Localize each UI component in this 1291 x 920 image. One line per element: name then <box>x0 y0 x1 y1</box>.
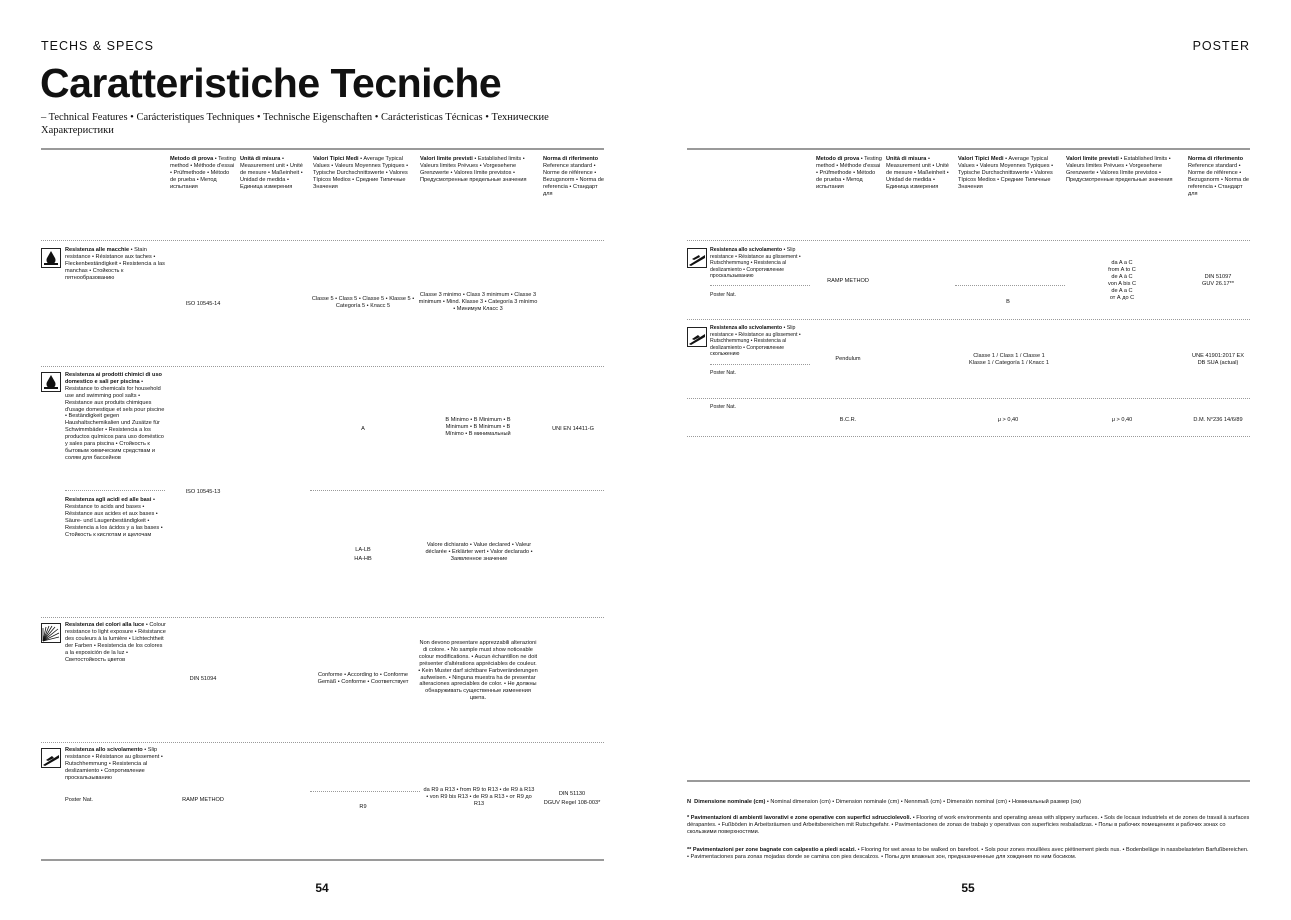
subtitle-line-1: – Technical Features • Carácteristiques Techniques • Technische Eigenschaften • Carácteristicas Técnicas • Технические <box>41 112 549 123</box>
slip-row-label: Resistenza allo scivolamento • Slip resistance • Résistance au glissement • Rutschhemmung • Resistencia al deslizamiento • Сопротивление проскальзыванию <box>65 747 163 781</box>
left-rule-2 <box>41 366 604 367</box>
poster-label: POSTER <box>1192 39 1250 53</box>
col-header-method: Metodo di prova • Testing method • Méthode d'essai • Prüfmethode • Método de prueba • Метод испытания <box>170 156 236 190</box>
light-method: DIN 51094 <box>189 676 217 682</box>
col-header-norm: Norma di riferimento Reference standard • Norme de référence • Bezugsnorm • Norma de referencia • Стандарт для <box>543 156 605 197</box>
r-slip1-rule-b <box>955 285 1065 286</box>
col-header-limits: Valori limite previsti • Established limits • Valeurs limites Prévues • Vorgesehene Grenzwerte • Valores límite previstos • Предусмотренные предельные значения <box>420 156 527 183</box>
left-rule-3 <box>65 490 165 491</box>
chemical-norm: UNI EN 14411-G <box>552 426 594 432</box>
r-slip2-norm-2: DB SUA (actual) <box>1197 360 1239 366</box>
r-slip1-rule-a <box>710 285 810 286</box>
r-slip1-limit-4: von A bis C <box>1108 280 1136 287</box>
stain-row-label: Resistenza alle macchie • Stain resistance • Résistance aux taches • Fleckenbeständigkeit • Resistencia a las manchas • Стойкость к пятнообразованию <box>65 247 165 281</box>
r-bcr-typical: μ > 0,40 <box>997 417 1019 423</box>
r-slip1-norm-2: GUV 26.17** <box>1201 281 1235 287</box>
r-col-header-unit: Unità di misura • Measurement unit • Unité de mesure • Maßeinheit • Unidad de medida • Единица измерения <box>886 156 949 190</box>
chemical-limits: B Minimo • B Minimum • B Minimum • B Minimum • B Mínimo • В минимальный <box>445 417 511 437</box>
r-bcr-sub: Poster Nat. <box>710 404 736 410</box>
r-slip2-sub: Poster Nat. <box>710 370 736 376</box>
slip-norm-1: DIN 51130 <box>558 791 586 797</box>
stain-method: ISO 10545-14 <box>185 301 221 307</box>
light-row-label: Resistenza dei colori alla luce • Colour resistance to light exposure • Résistance des couleurs à la lumière • Lichtechtheit der Farben • Resistencia de los colores a la exposición de la luz • Светостойкость цветов <box>65 622 166 663</box>
slip-limits: da R9 a R13 • from R9 to R13 • de R9 à R13 • von R9 bis R13 • de R9 a R13 • от R9 до R13 <box>423 787 535 807</box>
r-bcr-method: B.C.R. <box>839 417 857 423</box>
r-slip1-limit-2: from A to C <box>1108 266 1136 273</box>
left-table-top-rule <box>41 148 604 150</box>
r-slip1-limit-5: de A a C <box>1111 287 1133 294</box>
r-bcr-limits: μ > 0,40 <box>1111 417 1133 423</box>
page-subtitle <box>41 111 601 137</box>
note-star-1: * Pavimentazioni di ambienti lavorativi e zone operative con superfici sdrucciolevoli. • Flooring of work environments and operating areas with slippery surfaces. • Sols de locaux industriels et de zones de travail à surfaces dérapantes. • Fußböden in Arbeitsräumen und Arbeitsbereichen mit Rutschgefahr. • Pavimentaciones de zonas de trabajo y operativas con superficies resbaladizas. • Полы в рабочих помещениях и рабочих зонах со скользкими поверхностями. <box>687 815 1250 835</box>
left-rule-5 <box>41 742 604 743</box>
right-table-top-rule <box>687 148 1250 150</box>
acid-typical-2: HA-HB <box>354 556 372 562</box>
r-slip1-limit-1: da A a C <box>1111 260 1133 266</box>
r-col-header-limits: Valori limite previsti • Established limits • Valeurs limites Prévues • Vorgesehene Grenzwerte • Valores límite previstos • Предусмотренные предельные значения <box>1066 156 1173 183</box>
acid-typical-1: LA-LB <box>355 547 371 553</box>
r-slip1-norm-1: DIN 51097 <box>1204 274 1232 280</box>
chemical-method: ISO 10545-13 <box>185 489 221 495</box>
slip-typical: R9 <box>359 804 367 810</box>
r-col-header-method: Metodo di prova • Testing method • Méthode d'essai • Prüfmethode • Método de prueba • Метод испытания <box>816 156 882 190</box>
right-rule-1 <box>687 240 1250 241</box>
notes-top-rule <box>687 780 1250 782</box>
r-slip2-row-label: Resistenza allo scivolamento • Slip resistance • Résistance au glissement • Rutschhemmung • Resistencia al deslizamiento • Сопротивление скольжению <box>710 325 801 358</box>
r-slip2-rule-a <box>710 364 810 365</box>
light-limits: Non devono presentare apprezzabili alterazioni di colore. • No sample must show noticeable colour modifications. • Aucun échantillon ne doit présenter d'altérations appréciables de couleur. • Kein Muster darf sichtbare Farbveränderungen aufweisen. • Ninguna muestra ha de presentar alteraciones apreciables de color. • Не должны обнаруживать существенные изменения цвета. <box>418 640 538 702</box>
r-col-header-norm: Norma di riferimento Reference standard • Norme de référence • Bezugsnorm • Norma de referencia • Стандарт для <box>1188 156 1250 197</box>
r-slip1-sub: Poster Nat. <box>710 292 736 298</box>
right-rule-2 <box>687 319 1250 320</box>
right-rule-4 <box>687 436 1250 437</box>
r-slip2-typical-1: Classe 1 / Class 1 / Classe 1 <box>973 353 1045 359</box>
chemical-drop-icon <box>41 372 61 392</box>
page-number-right: 55 <box>961 881 975 895</box>
acid-limits: Valore dichiarato • Value declared • Valeur déclarée • Erklärter wert • Valor declarado • Заявленное значение <box>425 542 533 562</box>
page-number-left: 54 <box>315 881 329 895</box>
slip-pendulum-icon <box>687 327 707 347</box>
right-rule-3 <box>687 398 1250 399</box>
slip-dotted-rule <box>310 791 420 792</box>
col-header-typical: Valori Tipici Medi • Average Typical Values • Valeurs Moyennes Typiques • Typische Durchschnittswerte • Valores Típicos Medios • Средние Типичные Значения <box>313 156 409 190</box>
left-rule-4 <box>41 617 604 618</box>
r-slip1-method: RAMP METHOD <box>827 278 869 284</box>
slip-shoe-icon <box>41 748 61 768</box>
stain-drop-icon <box>41 248 61 268</box>
r-slip2-method: Pendulum <box>835 356 861 362</box>
sun-rays-icon <box>41 623 61 643</box>
stain-typical: Classe 5 • Class 5 • Classe 5 • Klasse 5 • Categoría 5 • Класс 5 <box>311 296 415 309</box>
section-label: TECHS & SPECS <box>41 39 155 53</box>
acid-row-label: Resistenza agli acidi ed alle basi • Resistance to acids and bases • Résistance aux acides et aux bases • Säure- und Laugenbeständigkeit • Resistencia a los ácidos y a las bases • Стойкость к кислотам и щелочам <box>65 497 163 538</box>
chemical-typical: A <box>361 426 365 432</box>
r-slip2-typical-2: Klasse 1 / Categoría 1 / Класс 1 <box>969 360 1049 366</box>
light-typical: Conforme • According to • Conforme Gemäß • Conforme • Соответствует <box>317 672 409 685</box>
r-slip2-norm-1: UNE 41901:2017 EX <box>1192 353 1244 359</box>
stain-limits: Classe 3 minimo • Class 3 minimum • Classe 3 minimum • Mind. Klasse 3 • Categoría 3 mínimo • Минимум Класс 3 <box>418 292 538 312</box>
left-rule-1 <box>41 240 604 241</box>
r-slip1-limit-6: от А до С <box>1109 294 1135 301</box>
r-col-header-typical: Valori Tipici Medi • Average Typical Values • Valeurs Moyennes Typiques • Typische Durchschnittswerte • Valores Típicos Medios • Средние Типичные Значения <box>958 156 1054 190</box>
slip-sub-label: Poster Nat. <box>65 797 93 803</box>
slip-barefoot-icon <box>687 248 707 268</box>
r-bcr-norm: D.M. N°236 14/6/89 <box>1193 417 1243 423</box>
col-header-unit: Unità di misura • Measurement unit • Unité de mesure • Maßeinheit • Unidad de medida • Единица измерения <box>240 156 303 190</box>
left-rule-3b <box>310 490 604 491</box>
left-table-bottom-rule <box>41 859 604 861</box>
slip-method: RAMP METHOD <box>182 797 224 803</box>
note-star-2: ** Pavimentazioni per zone bagnate con calpestio a piedi scalzi. • Flooring for wet areas to be walked on barefoot. • Sols pour zones mouillées avec piétinement pieds nus. • Bodenbeläge in nassbelasteten Barfußbereichen. • Pavimentaciones para zonas mojadas donde se camina con pies descalzos. • Полы для влажных зон, предназначенные для хождения по ним босиком. <box>687 847 1249 860</box>
slip-norm-2: DGUV Regel 108-003* <box>543 800 601 806</box>
chemical-row-label: Resistenza ai prodotti chimici di uso domestico e sali per piscina • Resistance to chemicals for household use and swimming pool salts • Resistance aux produits chimiques d'usage domestique et sels pour piscine • Beständigkeit gegen Haushaltschemikalien und Zusätze für Schwimmbäder • Resistencia a los productos químicos para uso doméstico y sales para piscina • Стойкость к бытовым химическим средствам и солям для бассейнов <box>65 372 165 461</box>
r-slip1-limits <box>1086 260 1158 301</box>
note-nominal: N Dimensione nominale (cm) • Nominal dimension (cm) • Dimension nominale (cm) • Nennmaß (cm) • Dimensión nominal (cm) • Номинальный размер (см) <box>687 799 1081 805</box>
subtitle-line-2: Характеристики <box>41 125 114 136</box>
r-slip1-limit-3: de A à C <box>1111 273 1133 280</box>
r-slip1-row-label: Resistenza allo scivolamento • Slip resistance • Résistance au glissement • Rutschhemmung • Resistencia al deslizamiento • Сопротивление проскальзыванию <box>710 247 801 280</box>
page-title: Caratteristiche Tecniche <box>40 60 502 106</box>
r-slip1-typical: B <box>1006 299 1010 305</box>
